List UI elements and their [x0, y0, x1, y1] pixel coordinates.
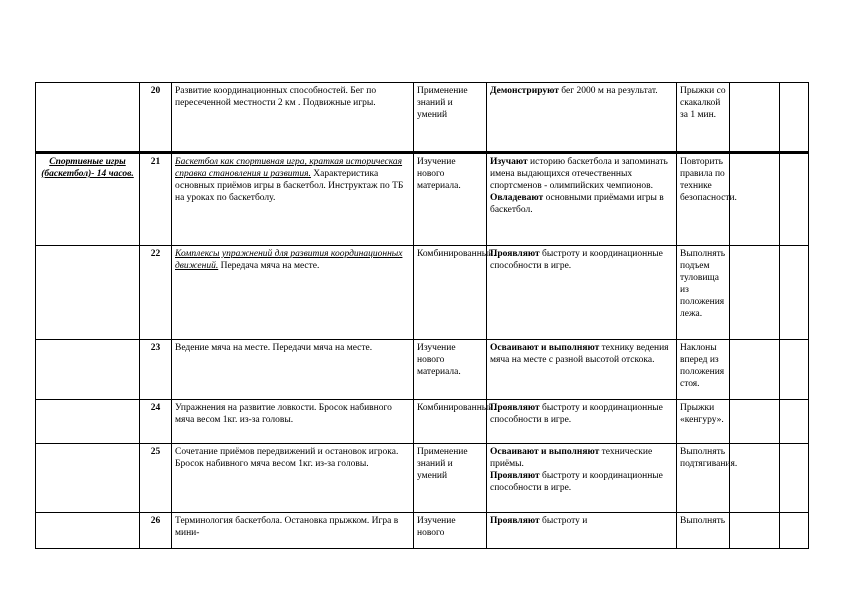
activity-line	[490, 515, 673, 527]
activity-text: историю баскетбола и запоминать имена выдающихся отечественных спортсменов - олимпийских чемпионов.	[490, 157, 668, 191]
activity-text: основными приёмами игры в баскетбол.	[490, 193, 664, 215]
date-plan-cell	[730, 400, 780, 444]
activity-text: бег 2000 м на результат.	[558, 86, 658, 96]
date-plan-cell	[730, 444, 780, 513]
lesson-topic	[172, 340, 414, 400]
activity-line	[490, 85, 673, 97]
lesson-number: 21	[140, 153, 172, 246]
activity-line	[490, 342, 673, 366]
section-cell	[36, 83, 140, 153]
lesson-number: 26	[140, 513, 172, 549]
student-activity	[487, 400, 677, 444]
date-plan-cell	[730, 246, 780, 340]
activity-verb: Проявляют	[490, 516, 540, 526]
activity-text: быстроту и координационные способности в игре.	[490, 249, 663, 271]
date-plan-cell	[730, 513, 780, 549]
date-fact-cell	[780, 513, 809, 549]
activity-text: быстроту и	[539, 516, 588, 526]
homework-cell: Прыжки «кенгуру».	[677, 400, 730, 444]
lesson-topic	[172, 400, 414, 444]
activity-verb: Демонстрируют	[490, 86, 559, 96]
activity-line	[490, 470, 673, 494]
section-cell	[36, 513, 140, 549]
topic-text: Сочетание приёмов передвижений и остановок игрока. Бросок набивного мяча весом 1кг. из-за головы.	[175, 447, 399, 469]
activity-verb: Овладевают	[490, 193, 544, 203]
lesson-type: Комбинированный.	[414, 246, 487, 340]
table-row	[36, 153, 809, 246]
section-cell: Спортивные игры (баскетбол)- 14 часов.	[36, 153, 140, 246]
date-fact-cell	[780, 153, 809, 246]
student-activity	[487, 513, 677, 549]
topic-emphasis: Комплексы упражнений для развития координационных движений.	[175, 249, 403, 271]
lesson-topic	[172, 513, 414, 549]
activity-verb: Изучают	[490, 157, 528, 167]
table-row	[36, 83, 809, 153]
lesson-type: Применение знаний и умений	[414, 83, 487, 153]
activity-verb: Проявляют	[490, 249, 540, 259]
topic-text: Характеристика основных приёмов игры в баскетбол. Инструктаж по ТБ на уроках по баскетболу.	[175, 169, 404, 203]
lesson-number: 22	[140, 246, 172, 340]
homework-cell: Выполнять	[677, 513, 730, 549]
student-activity	[487, 246, 677, 340]
homework-cell: Наклоны вперед из положения стоя.	[677, 340, 730, 400]
table-row	[36, 513, 809, 549]
topic-text: Развитие координационных способностей. Бег по пересеченной местности 2 км . Подвижные игры.	[175, 86, 377, 108]
homework-cell: Выполнять подтягивания.	[677, 444, 730, 513]
topic-text: Терминология баскетбола. Остановка прыжком. Игра в мини-	[175, 516, 399, 538]
activity-text: быстроту и координационные способности в игре.	[490, 471, 663, 493]
lesson-topic	[172, 246, 414, 340]
section-cell	[36, 246, 140, 340]
activity-text: технику ведения мяча на месте с разной высотой отскока.	[490, 343, 669, 365]
date-plan-cell	[730, 340, 780, 400]
lesson-type: Изучение нового материала.	[414, 153, 487, 246]
lesson-topic	[172, 444, 414, 513]
date-plan-cell	[730, 83, 780, 153]
lesson-topic	[172, 83, 414, 153]
activity-line	[490, 192, 673, 216]
activity-verb: Осваивают и выполняют	[490, 343, 600, 353]
section-cell	[36, 340, 140, 400]
activity-verb: Проявляют	[490, 403, 540, 413]
date-fact-cell	[780, 246, 809, 340]
section-cell	[36, 444, 140, 513]
activity-line	[490, 156, 673, 192]
section-cell	[36, 400, 140, 444]
date-fact-cell	[780, 83, 809, 153]
activity-text: быстроту и координационные способности в игре.	[490, 403, 663, 425]
lesson-number: 24	[140, 400, 172, 444]
table-row	[36, 246, 809, 340]
table-row	[36, 340, 809, 400]
lesson-number: 23	[140, 340, 172, 400]
date-plan-cell	[730, 153, 780, 246]
table-row	[36, 444, 809, 513]
lesson-number: 25	[140, 444, 172, 513]
student-activity	[487, 444, 677, 513]
activity-line	[490, 402, 673, 426]
lesson-type: Изучение нового материала.	[414, 340, 487, 400]
lesson-topic	[172, 153, 414, 246]
homework-cell: Выполнять подъем туловища из положения лежа.	[677, 246, 730, 340]
homework-cell: Прыжки со скакалкой за 1 мин.	[677, 83, 730, 153]
activity-text: технические приёмы.	[490, 447, 653, 469]
activity-line	[490, 446, 673, 470]
lesson-plan-table	[35, 82, 809, 549]
topic-text: Ведение мяча на месте. Передачи мяча на месте.	[175, 343, 373, 353]
lesson-type: Комбинированный.	[414, 400, 487, 444]
student-activity	[487, 153, 677, 246]
student-activity	[487, 340, 677, 400]
activity-line	[490, 248, 673, 272]
table-row	[36, 400, 809, 444]
activity-verb: Проявляют	[490, 471, 540, 481]
date-fact-cell	[780, 400, 809, 444]
topic-emphasis: Баскетбол как спортивная игра, краткая историческая справка становления и развития.	[175, 157, 403, 179]
date-fact-cell	[780, 340, 809, 400]
student-activity	[487, 83, 677, 153]
lesson-type: Применение знаний и умений	[414, 444, 487, 513]
homework-cell: Повторить правила по технике безопасности.	[677, 153, 730, 246]
lesson-number: 20	[140, 83, 172, 153]
date-fact-cell	[780, 444, 809, 513]
topic-text: Передача мяча на месте.	[218, 261, 320, 271]
lesson-type: Изучение нового	[414, 513, 487, 549]
topic-text: Упражнения на развитие ловкости. Бросок набивного мяча весом 1кг. из-за головы.	[175, 403, 392, 425]
activity-verb: Осваивают и выполняют	[490, 447, 600, 457]
